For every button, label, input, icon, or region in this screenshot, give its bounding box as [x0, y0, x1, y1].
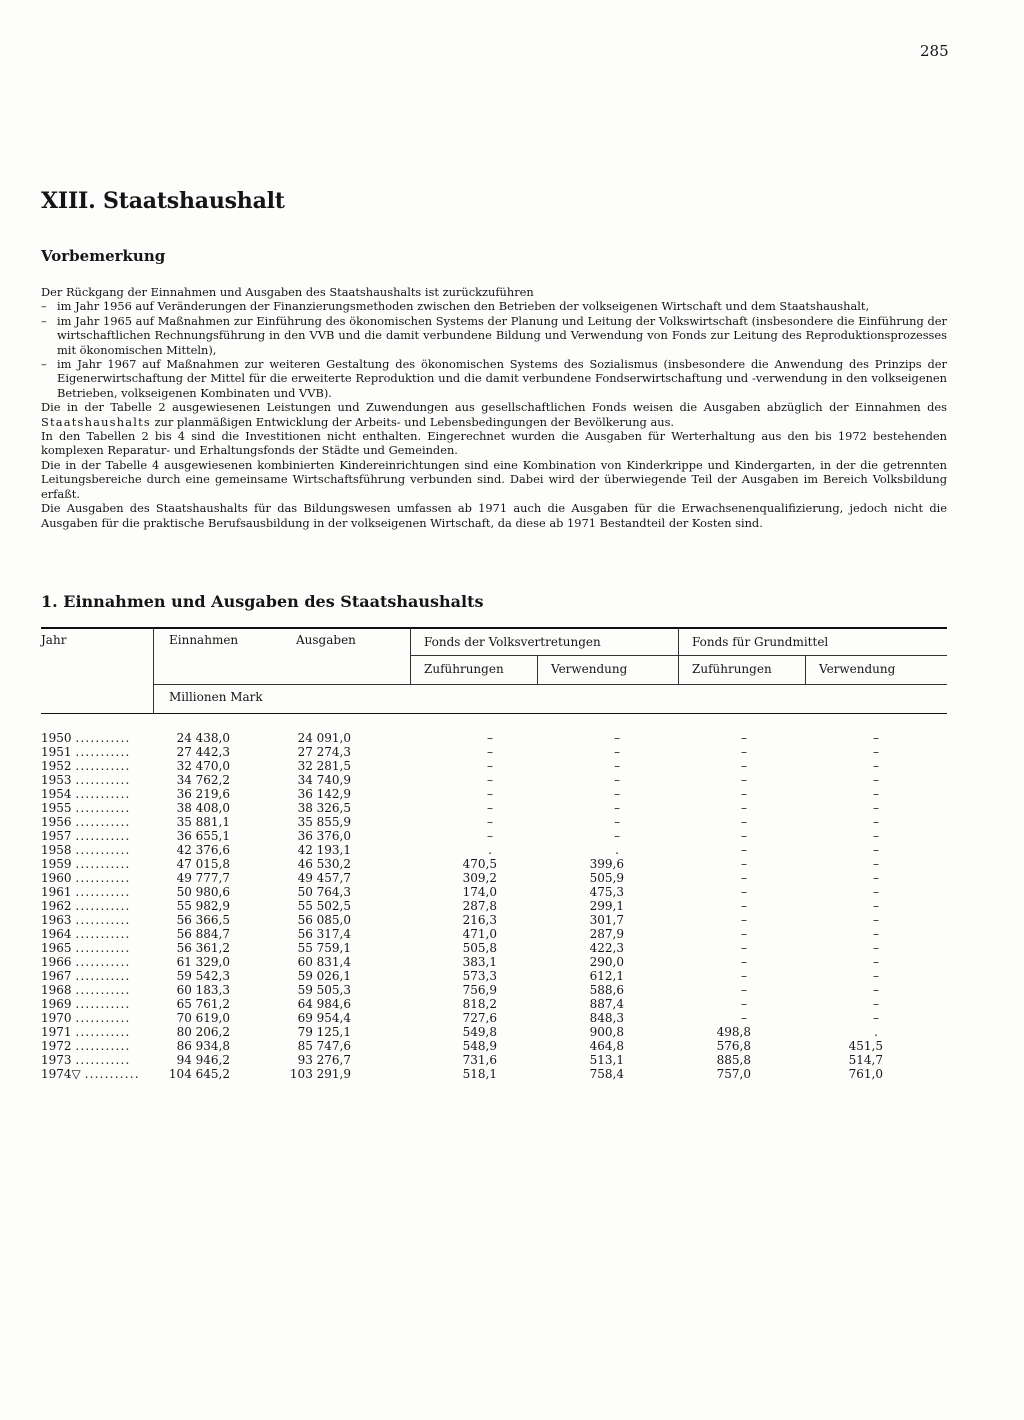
table-row: [41, 997, 947, 1011]
cell-ein: 49 777,7: [176, 871, 230, 885]
table-row: [41, 899, 947, 913]
table-row: [41, 1011, 947, 1025]
cell-year: [41, 997, 153, 1011]
year-value: 1950: [41, 731, 72, 745]
year-value: 1967: [41, 969, 72, 983]
intro-text-part: Die in der Tabelle 2 ausgewiesenen Leistungen und Zuwendungen aus gesellschaftlichen Fonds weisen die Ausgaben abzüglich der Einnahmen des: [41, 400, 947, 415]
year-value: 1952: [41, 759, 72, 773]
column-divider: [537, 655, 538, 684]
cell-ein: 86 934,8: [176, 1039, 230, 1053]
cell-ein: 80 206,2: [176, 1025, 230, 1039]
header-fonds-volksvertretungen: Fonds der Volksvertretungen: [424, 635, 601, 649]
cell-gv: –: [873, 983, 879, 997]
year-value: 1965: [41, 941, 72, 955]
cell-year: [41, 801, 153, 815]
cell-aus: 93 276,7: [297, 1053, 351, 1067]
cell-year: [41, 731, 153, 745]
cell-aus: 60 831,4: [297, 955, 351, 969]
cell-vz: –: [487, 787, 493, 801]
cell-year: [41, 815, 153, 829]
cell-aus: 85 747,6: [297, 1039, 351, 1053]
cell-vv: 887,4: [589, 997, 624, 1011]
leader-dots: ...........: [75, 1053, 131, 1067]
header-einnahmen: Einnahmen: [169, 633, 239, 647]
cell-year: [41, 899, 153, 913]
cell-vv: 588,6: [589, 983, 624, 997]
cell-gv: –: [873, 899, 879, 913]
year-value: 1968: [41, 983, 72, 997]
year-value: 1974▽: [41, 1067, 81, 1081]
cell-aus: 36 376,0: [297, 829, 351, 843]
leader-dots: ...........: [84, 1067, 140, 1081]
intro-text: [41, 285, 947, 530]
year-value: 1958: [41, 843, 72, 857]
cell-gv: –: [873, 801, 879, 815]
year-value: 1954: [41, 787, 72, 801]
cell-gv: –: [873, 941, 879, 955]
year-value: 1962: [41, 899, 72, 913]
year-value: 1956: [41, 815, 72, 829]
cell-ein: 55 982,9: [176, 899, 230, 913]
year-value: 1964: [41, 927, 72, 941]
unit-rule: [153, 684, 947, 685]
table-row: [41, 787, 947, 801]
cell-aus: 55 759,1: [297, 941, 351, 955]
cell-year: [41, 1011, 153, 1025]
cell-year: [41, 885, 153, 899]
cell-ein: 35 881,1: [176, 815, 230, 829]
cell-ein: 56 884,7: [176, 927, 230, 941]
cell-gv: –: [873, 745, 879, 759]
cell-vz: –: [487, 759, 493, 773]
cell-gz: –: [741, 941, 747, 955]
leader-dots: ...........: [75, 759, 131, 773]
cell-ein: 36 219,6: [176, 787, 230, 801]
cell-ein: 94 946,2: [176, 1053, 230, 1067]
cell-year: [41, 1053, 153, 1067]
cell-aus: 56 317,4: [297, 927, 351, 941]
cell-gz: –: [741, 1011, 747, 1025]
table-title: 1. Einnahmen und Ausgaben des Staatshaushalts: [41, 592, 484, 611]
cell-gz: –: [741, 983, 747, 997]
leader-dots: ...........: [75, 899, 131, 913]
header-ausgaben: Ausgaben: [296, 633, 356, 647]
cell-ein: 24 438,0: [176, 731, 230, 745]
table-row: [41, 913, 947, 927]
cell-vz: 287,8: [462, 899, 497, 913]
cell-vz: 383,1: [462, 955, 497, 969]
table-row: [41, 759, 947, 773]
cell-gv: –: [873, 885, 879, 899]
cell-year: [41, 913, 153, 927]
cell-ein: 34 762,2: [176, 773, 230, 787]
table-row: [41, 857, 947, 871]
cell-gz: –: [741, 731, 747, 745]
cell-aus: 32 281,5: [297, 759, 351, 773]
header-fonds-grundmittel: Fonds für Grundmittel: [692, 635, 829, 649]
cell-aus: 49 457,7: [297, 871, 351, 885]
header-zufuehrungen: Zuführungen: [692, 662, 772, 676]
intro-bullet: [41, 357, 947, 400]
cell-gz: –: [741, 955, 747, 969]
leader-dots: ...........: [75, 843, 131, 857]
cell-gz: –: [741, 787, 747, 801]
group-rule: [410, 655, 947, 656]
cell-ein: 60 183,3: [176, 983, 230, 997]
year-value: 1971: [41, 1025, 72, 1039]
table-row: [41, 801, 947, 815]
cell-aus: 36 142,9: [297, 787, 351, 801]
header-jahr: Jahr: [41, 633, 67, 647]
cell-gv: 514,7: [848, 1053, 883, 1067]
leader-dots: ...........: [75, 829, 131, 843]
cell-ein: 59 542,3: [176, 969, 230, 983]
cell-aus: 103 291,9: [289, 1067, 351, 1081]
column-divider: [805, 655, 806, 684]
cell-ein: 47 015,8: [176, 857, 230, 871]
cell-gv: –: [873, 815, 879, 829]
leader-dots: ...........: [75, 731, 131, 745]
cell-vv: –: [614, 829, 620, 843]
cell-gz: 757,0: [716, 1067, 751, 1081]
column-divider: [410, 628, 411, 684]
leader-dots: ...........: [75, 983, 131, 997]
cell-year: [41, 829, 153, 843]
intro-bullet: [41, 314, 947, 357]
intro-bullet-text: im Jahr 1956 auf Veränderungen der Finanzierungsmethoden zwischen den Betrieben der volkseigenen Wirtschaft und dem Staatshaushalt,: [57, 299, 870, 314]
table-row: [41, 927, 947, 941]
intro-paragraph: Die in der Tabelle 4 ausgewiesenen kombinierten Kindereinrichtungen sind eine Kombination von Kinderkrippe und Kindergarten, in der die getrennten Leitungsbereiche durch eine gemeinsame Wirtschaftsführung verbunden sind. Dabei wird der überwiegende Teil der Ausgaben im Bereich Volksbildung erfaßt.: [41, 457, 947, 501]
cell-vz: 731,6: [462, 1053, 497, 1067]
cell-aus: 69 954,4: [297, 1011, 351, 1025]
section-heading: Vorbemerkung: [41, 247, 166, 265]
cell-year: [41, 927, 153, 941]
cell-ein: 56 366,5: [176, 913, 230, 927]
cell-aus: 42 193,1: [297, 843, 351, 857]
cell-gz: –: [741, 745, 747, 759]
table-row: [41, 843, 947, 857]
leader-dots: ...........: [75, 745, 131, 759]
cell-vv: –: [614, 773, 620, 787]
year-value: 1957: [41, 829, 72, 843]
cell-gz: –: [741, 759, 747, 773]
cell-gz: –: [741, 997, 747, 1011]
leader-dots: ...........: [75, 801, 131, 815]
leader-dots: ...........: [75, 941, 131, 955]
intro-paragraph: Die Ausgaben des Staatshaushalts für das Bildungswesen umfassen ab 1971 auch die Ausgaben für die Erwachsenenqualifizierung, jedoch nicht die Ausgaben für die praktische Berufsausbildung in der volkseigenen Wirtschaft, da diese ab 1971 Bestandteil der Kosten sind.: [41, 501, 947, 530]
table-row: [41, 773, 947, 787]
cell-gv: –: [873, 773, 879, 787]
table-row: [41, 1039, 947, 1053]
cell-year: [41, 759, 153, 773]
leader-dots: ...........: [75, 885, 131, 899]
cell-gv: –: [873, 857, 879, 871]
column-divider: [153, 628, 154, 713]
cell-vz: 818,2: [462, 997, 497, 1011]
cell-vz: 470,5: [462, 857, 497, 871]
cell-vv: 399,6: [589, 857, 624, 871]
cell-vz: .: [488, 843, 492, 857]
intro-bullet: [41, 299, 947, 313]
cell-vz: 216,3: [462, 913, 497, 927]
intro-paragraph: [41, 400, 947, 429]
cell-aus: 50 764,3: [297, 885, 351, 899]
cell-gv: –: [873, 913, 879, 927]
cell-vv: 758,4: [589, 1067, 624, 1081]
cell-year: [41, 773, 153, 787]
cell-year: [41, 857, 153, 871]
cell-year: [41, 1067, 153, 1081]
cell-gv: 761,0: [848, 1067, 883, 1081]
year-value: 1969: [41, 997, 72, 1011]
cell-ein: 38 408,0: [176, 801, 230, 815]
cell-year: [41, 969, 153, 983]
cell-gz: –: [741, 899, 747, 913]
cell-year: [41, 843, 153, 857]
cell-vz: –: [487, 801, 493, 815]
cell-aus: 55 502,5: [297, 899, 351, 913]
table-row: [41, 731, 947, 745]
cell-aus: 79 125,1: [297, 1025, 351, 1039]
leader-dots: ...........: [75, 1025, 131, 1039]
header-unit: Millionen Mark: [169, 690, 263, 704]
cell-gz: 498,8: [716, 1025, 751, 1039]
cell-ein: 36 655,1: [176, 829, 230, 843]
cell-gv: –: [873, 969, 879, 983]
table-row: [41, 969, 947, 983]
cell-gz: –: [741, 969, 747, 983]
cell-gv: –: [873, 843, 879, 857]
cell-vz: 548,9: [462, 1039, 497, 1053]
cell-gz: –: [741, 927, 747, 941]
table-row: [41, 871, 947, 885]
cell-vv: 900,8: [589, 1025, 624, 1039]
cell-year: [41, 1025, 153, 1039]
year-value: 1951: [41, 745, 72, 759]
year-value: 1963: [41, 913, 72, 927]
cell-year: [41, 955, 153, 969]
cell-ein: 42 376,6: [176, 843, 230, 857]
cell-ein: 56 361,2: [176, 941, 230, 955]
cell-gz: –: [741, 829, 747, 843]
cell-vv: 464,8: [589, 1039, 624, 1053]
cell-gz: –: [741, 801, 747, 815]
year-value: 1970: [41, 1011, 72, 1025]
year-value: 1961: [41, 885, 72, 899]
leader-dots: ...........: [75, 871, 131, 885]
cell-vz: –: [487, 773, 493, 787]
intro-text-spaced: Staatshaushalts: [41, 414, 151, 429]
cell-vz: 727,6: [462, 1011, 497, 1025]
table-body: [41, 731, 947, 1081]
cell-vz: 309,2: [462, 871, 497, 885]
leader-dots: ...........: [75, 857, 131, 871]
cell-year: [41, 871, 153, 885]
leader-dots: ...........: [75, 1039, 131, 1053]
cell-vv: –: [614, 801, 620, 815]
cell-gz: –: [741, 871, 747, 885]
header-zufuehrungen: Zuführungen: [424, 662, 504, 676]
cell-ein: 27 442,3: [176, 745, 230, 759]
cell-vv: 848,3: [589, 1011, 624, 1025]
leader-dots: ...........: [75, 773, 131, 787]
intro-paragraph: In den Tabellen 2 bis 4 sind die Investitionen nicht enthalten. Eingerechnet wurden die Ausgaben für Werterhaltung aus den bis 1972 bestehenden komplexen Reparatur- und Erhaltungsfonds der Städte und Gemeinden.: [41, 429, 947, 458]
cell-vv: 290,0: [589, 955, 624, 969]
cell-vv: 505,9: [589, 871, 624, 885]
table-header-bottom-rule: [41, 713, 947, 714]
cell-gv: –: [873, 871, 879, 885]
cell-gv: –: [873, 955, 879, 969]
leader-dots: ...........: [75, 913, 131, 927]
cell-gz: –: [741, 857, 747, 871]
dash-mark: –: [41, 313, 47, 328]
cell-vz: 756,9: [462, 983, 497, 997]
intro-text-part: zur planmäßigen Entwicklung der Arbeits- und Lebensbedingungen der Bevölkerung aus.: [150, 414, 675, 429]
cell-vz: 505,8: [462, 941, 497, 955]
leader-dots: ...........: [75, 1011, 131, 1025]
cell-vz: 549,8: [462, 1025, 497, 1039]
year-value: 1972: [41, 1039, 72, 1053]
cell-gv: –: [873, 1011, 879, 1025]
cell-vv: 287,9: [589, 927, 624, 941]
cell-vv: 513,1: [589, 1053, 624, 1067]
intro-paragraph: Der Rückgang der Einnahmen und Ausgaben des Staatshaushalts ist zurückzuführen: [41, 285, 534, 299]
cell-vz: –: [487, 815, 493, 829]
cell-gv: –: [873, 997, 879, 1011]
chapter-title: XIII. Staatshaushalt: [41, 188, 285, 214]
cell-ein: 70 619,0: [176, 1011, 230, 1025]
header-verwendung: Verwendung: [819, 662, 896, 676]
cell-vz: –: [487, 745, 493, 759]
cell-gz: –: [741, 885, 747, 899]
cell-year: [41, 941, 153, 955]
cell-vz: 518,1: [462, 1067, 497, 1081]
cell-vv: –: [614, 815, 620, 829]
cell-vv: 299,1: [589, 899, 624, 913]
year-value: 1955: [41, 801, 72, 815]
leader-dots: ...........: [75, 969, 131, 983]
cell-vv: 612,1: [589, 969, 624, 983]
cell-vv: –: [614, 745, 620, 759]
leader-dots: ...........: [75, 955, 131, 969]
table-row: [41, 815, 947, 829]
leader-dots: ...........: [75, 815, 131, 829]
cell-gv: –: [873, 759, 879, 773]
table-row: [41, 941, 947, 955]
header-verwendung: Verwendung: [551, 662, 628, 676]
cell-vz: 471,0: [462, 927, 497, 941]
cell-vv: .: [615, 843, 619, 857]
cell-vv: 422,3: [589, 941, 624, 955]
cell-ein: 65 761,2: [176, 997, 230, 1011]
cell-aus: 38 326,5: [297, 801, 351, 815]
cell-ein: 32 470,0: [176, 759, 230, 773]
cell-vv: 475,3: [589, 885, 624, 899]
table-row: [41, 829, 947, 843]
cell-gv: –: [873, 787, 879, 801]
cell-aus: 59 505,3: [297, 983, 351, 997]
cell-gz: –: [741, 815, 747, 829]
cell-ein: 61 329,0: [176, 955, 230, 969]
intro-bullet-text: im Jahr 1967 auf Maßnahmen zur weiteren Gestaltung des ökonomischen Systems des Sozialismus (insbesondere die Anwendung des Prinzips der Eigenerwirtschaftung der Mittel für die erweiterte Reproduktion und die damit verbundene Fondserwirtschaftung und -verwendung in den volkseigenen Betrieben, volkseigenen Kombinaten und VVB).: [57, 357, 947, 400]
cell-vz: 174,0: [462, 885, 497, 899]
table-top-rule: [41, 627, 947, 629]
cell-gz: –: [741, 773, 747, 787]
year-value: 1953: [41, 773, 72, 787]
cell-vz: –: [487, 731, 493, 745]
cell-vv: –: [614, 787, 620, 801]
cell-gv: –: [873, 829, 879, 843]
dash-mark: –: [41, 299, 47, 314]
cell-vv: –: [614, 759, 620, 773]
column-divider: [678, 628, 679, 684]
table-row: [41, 1053, 947, 1067]
cell-ein: 50 980,6: [176, 885, 230, 899]
cell-gz: 576,8: [716, 1039, 751, 1053]
cell-year: [41, 745, 153, 759]
cell-gv: .: [874, 1025, 878, 1039]
cell-aus: 27 274,3: [297, 745, 351, 759]
cell-gv: –: [873, 731, 879, 745]
cell-year: [41, 787, 153, 801]
cell-year: [41, 1039, 153, 1053]
table-row: [41, 955, 947, 969]
cell-aus: 59 026,1: [297, 969, 351, 983]
table-row: [41, 1025, 947, 1039]
year-value: 1960: [41, 871, 72, 885]
year-value: 1973: [41, 1053, 72, 1067]
cell-gv: 451,5: [848, 1039, 883, 1053]
table-row: [41, 885, 947, 899]
leader-dots: ...........: [75, 997, 131, 1011]
cell-gz: 885,8: [716, 1053, 751, 1067]
table-row: [41, 983, 947, 997]
cell-vz: –: [487, 829, 493, 843]
table-row: [41, 1067, 947, 1081]
cell-aus: 56 085,0: [297, 913, 351, 927]
cell-aus: 46 530,2: [297, 857, 351, 871]
year-value: 1966: [41, 955, 72, 969]
cell-gv: –: [873, 927, 879, 941]
leader-dots: ...........: [75, 927, 131, 941]
cell-gz: –: [741, 913, 747, 927]
dash-mark: –: [41, 357, 47, 372]
cell-vv: –: [614, 731, 620, 745]
cell-aus: 24 091,0: [297, 731, 351, 745]
cell-aus: 34 740,9: [297, 773, 351, 787]
cell-vv: 301,7: [589, 913, 624, 927]
cell-aus: 64 984,6: [297, 997, 351, 1011]
year-value: 1959: [41, 857, 72, 871]
cell-gz: –: [741, 843, 747, 857]
page-number: 285: [920, 42, 949, 60]
cell-ein: 104 645,2: [168, 1067, 230, 1081]
cell-vz: 573,3: [462, 969, 497, 983]
cell-aus: 35 855,9: [297, 815, 351, 829]
leader-dots: ...........: [75, 787, 131, 801]
table-row: [41, 745, 947, 759]
cell-year: [41, 983, 153, 997]
intro-bullet-text: im Jahr 1965 auf Maßnahmen zur Einführung des ökonomischen Systems der Planung und Leitung der Volkswirtschaft (insbesondere die Einführung der wirtschaftlichen Rechnungsführung in den VVB und die damit verbundene Bildung und Verwendung von Fonds zur Leitung des Reproduktionsprozesses mit ökonomischen Mitteln),: [57, 313, 947, 357]
